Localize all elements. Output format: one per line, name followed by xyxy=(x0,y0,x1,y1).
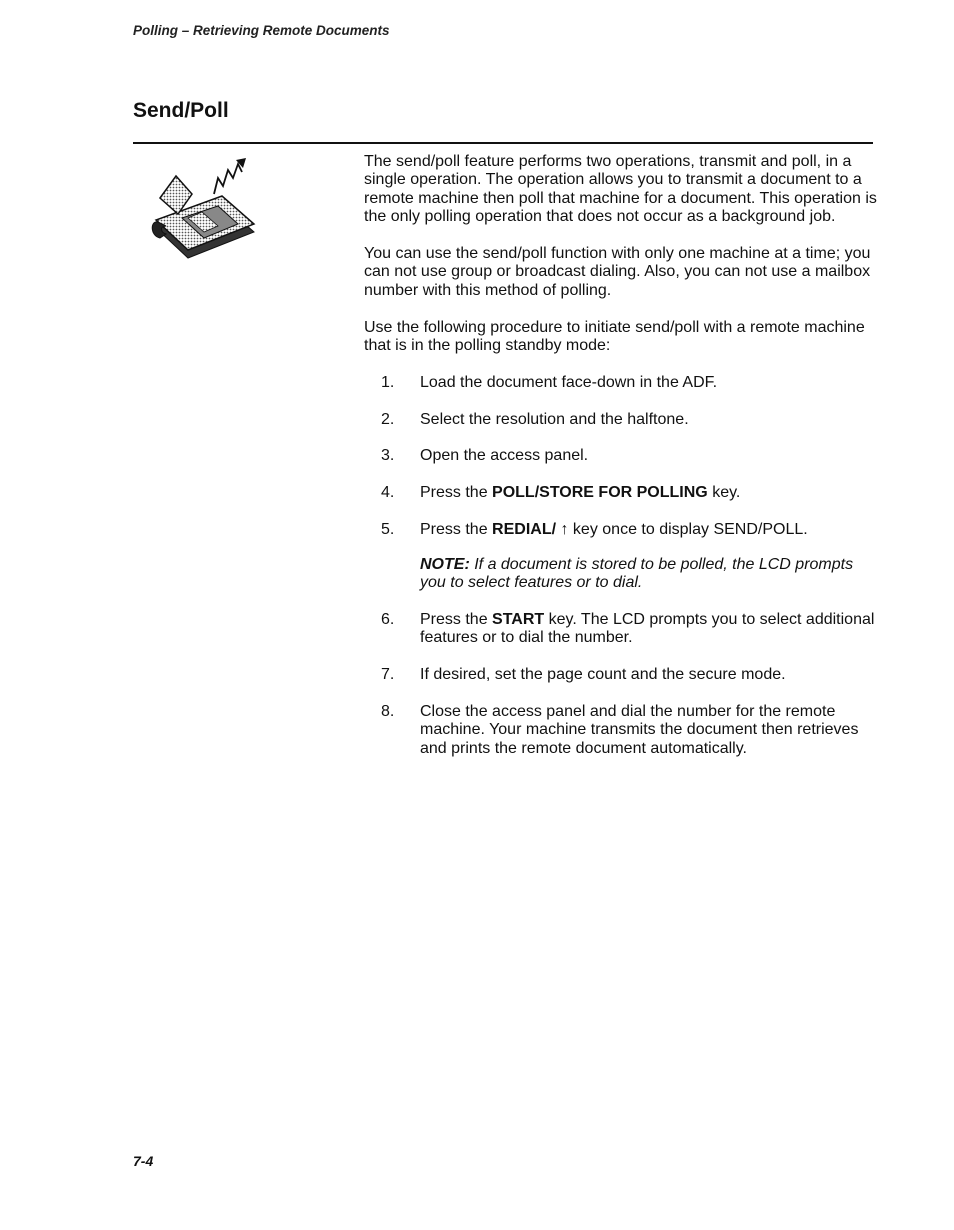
procedure-steps xyxy=(364,374,879,758)
limitation-paragraph: You can use the send/poll function with only one machine at a time; you can not use group or broadcast dialing. Also, you can not use a mailbox number with this method of polling. xyxy=(364,245,871,299)
content-column xyxy=(364,153,879,777)
note-label: NOTE: xyxy=(420,555,470,573)
list-item xyxy=(364,484,879,502)
step-number: 5. xyxy=(381,521,395,539)
step-text: If desired, set the page count and the secure mode. xyxy=(420,666,786,684)
step-text: Select the resolution and the halftone. xyxy=(420,410,689,428)
step-number: 6. xyxy=(381,611,395,629)
fax-machine-icon xyxy=(148,156,260,268)
step-text-post: key. xyxy=(707,484,741,502)
step-number: 1. xyxy=(381,373,395,391)
step-number: 2. xyxy=(381,410,395,428)
step-number: 8. xyxy=(381,703,395,721)
step-text-post: key once to display SEND/POLL. xyxy=(568,521,808,539)
section-title: Send/Poll xyxy=(133,99,229,122)
key-name: START xyxy=(492,611,545,629)
list-item xyxy=(364,611,879,648)
note-text: If a document is stored to be polled, the LCD prompts you to select features or to dial. xyxy=(420,555,854,592)
list-item xyxy=(364,411,879,429)
step-number: 7. xyxy=(381,666,395,684)
page-number: 7-4 xyxy=(133,1153,154,1169)
note xyxy=(364,556,879,593)
step-text: Close the access panel and dial the number for the remote machine. Your machine transmits the document then retrieves and prints the remote document automatically. xyxy=(420,703,859,757)
list-item xyxy=(364,521,879,539)
list-item xyxy=(364,447,879,465)
key-name: REDIAL/ ↑ xyxy=(492,521,569,539)
section-rule xyxy=(133,142,873,144)
step-text-pre: Press the xyxy=(420,521,493,539)
step-number: 4. xyxy=(381,484,395,502)
step-text: Load the document face-down in the ADF. xyxy=(420,373,718,391)
intro-paragraph: The send/poll feature performs two operations, transmit and poll, in a single operation. The operation allows you to transmit a document to a remote machine then poll that machine for a document. This operation is the only polling operation that does not occur as a background job. xyxy=(364,153,877,226)
key-name: POLL/STORE FOR POLLING xyxy=(492,484,708,502)
list-item xyxy=(364,666,879,684)
step-text-post: key. The LCD prompts you to select additional features or to dial the number. xyxy=(420,611,875,647)
running-head: Polling – Retrieving Remote Documents xyxy=(133,23,390,38)
list-item xyxy=(364,374,879,392)
step-text-pre: Press the xyxy=(420,611,493,629)
list-item xyxy=(364,703,879,758)
step-number: 3. xyxy=(381,447,395,465)
step-text-pre: Press the xyxy=(420,484,493,502)
procedure-intro: Use the following procedure to initiate send/poll with a remote machine that is in the polling standby mode: xyxy=(364,318,865,355)
step-text: Open the access panel. xyxy=(420,447,589,465)
